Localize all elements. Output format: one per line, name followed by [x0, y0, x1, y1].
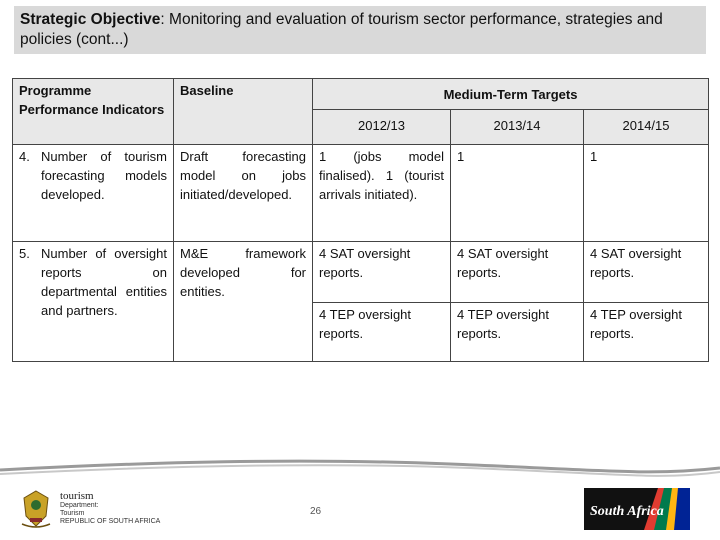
dept-sub3: REPUBLIC OF SOUTH AFRICA: [60, 518, 161, 525]
footer-wave-rule: [0, 456, 720, 482]
row5-indicator: 5. Number of oversight reports on departmental entities and partners.: [13, 242, 174, 362]
svg-text:South Africa: South Africa: [590, 504, 664, 519]
dept-sub1: Department:: [60, 502, 99, 509]
department-logo: [18, 488, 160, 530]
coat-of-arms-icon: [18, 488, 54, 530]
header-year-2012-13: 2012/13: [313, 110, 451, 145]
header-medium-term-targets: Medium-Term Targets: [313, 79, 709, 110]
slide-title: [14, 6, 706, 54]
header-baseline: Baseline: [174, 79, 313, 145]
row5-baseline: M&E framework developed for entities.: [174, 242, 313, 362]
header-year-2013-14: 2013/14: [451, 110, 584, 145]
table-row: [13, 242, 709, 303]
row5-tep-2013-14: 4 TEP oversight reports.: [451, 303, 584, 362]
performance-table: [12, 78, 709, 362]
row4-target-2012-13: 1 (jobs model finalised). 1 (tourist arrivals initiated).: [313, 145, 451, 242]
page-number: 26: [310, 506, 322, 517]
row4-indicator: 4. Number of tourism forecasting models developed.: [13, 145, 174, 242]
dept-sub2: Tourism: [60, 510, 85, 517]
row5-tep-2012-13: 4 TEP oversight reports.: [313, 303, 451, 362]
table-row: [13, 145, 709, 242]
row5-sat-2013-14: 4 SAT oversight reports.: [451, 242, 584, 303]
row4-target-2014-15: 1: [584, 145, 709, 242]
title-rest: : Monitoring and evaluation of tourism sector performance, strategies and policies (cont...): [20, 11, 663, 48]
row5-sat-2012-13: 4 SAT oversight reports.: [313, 242, 451, 303]
header-ppi: Programme Performance Indicators: [13, 79, 174, 145]
dept-name: tourism: [60, 490, 94, 502]
south-africa-brand-logo: [584, 488, 690, 530]
title-bold: Strategic Objective: [20, 11, 161, 28]
row4-baseline: Draft forecasting model on jobs initiated/developed.: [174, 145, 313, 242]
header-year-2014-15: 2014/15: [584, 110, 709, 145]
row4-target-2013-14: 1: [451, 145, 584, 242]
row5-tep-2014-15: 4 TEP oversight reports.: [584, 303, 709, 362]
row5-sat-2014-15: 4 SAT oversight reports.: [584, 242, 709, 303]
